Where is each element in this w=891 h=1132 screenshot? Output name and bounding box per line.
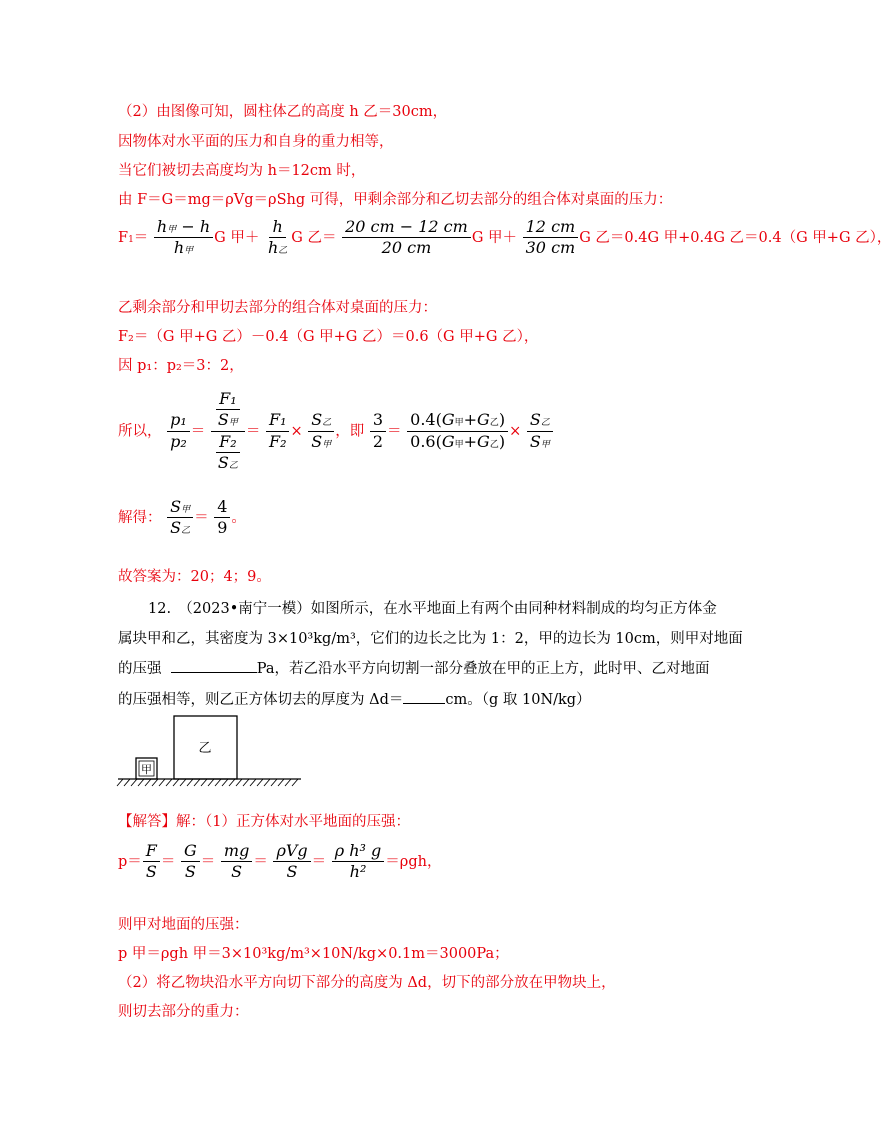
blank-thickness bbox=[403, 691, 445, 704]
answer-line-3: 则甲对地面的压强： bbox=[118, 917, 249, 933]
hatch-mark bbox=[250, 779, 256, 786]
solution-line-8: 因 p₁：p₂＝3：2， bbox=[118, 358, 244, 374]
blank-pressure bbox=[171, 660, 257, 673]
hatch-mark bbox=[285, 779, 291, 786]
solution-line-4: 由 F＝G＝mg＝ρVg＝ρShg 可得，甲剩余部分和乙切去部分的组合体对桌面的压力： bbox=[118, 192, 673, 208]
answer-line-6: 则切去部分的重力： bbox=[118, 1004, 249, 1020]
solution-line-2: 因物体对水平面的压力和自身的重力相等， bbox=[118, 134, 394, 150]
f1-label: F1＝ bbox=[118, 229, 149, 246]
answer-line-5: （2）将乙物块沿水平方向切下部分的高度为 Δd，切下的部分放在甲物块上， bbox=[118, 975, 616, 991]
formula-pressure-ratio: 所以， $\frac{\text{p₁}}{\text{p₂}}$ ＝ $\frac{\frac{\text{F₁}}{\text{S甲}}}{\frac{\text{F₂}}{\text{S乙}}}$ ＝ $\frac{\text{F₁}}{\text{F₂}}$ × $\frac{\text{S乙}}{\text{S甲}}$ ，即 $\frac{3}{2}$ ＝ $\frac{\text{0.4(G甲+G乙)}}{\text{0.6(G甲+G乙)}}$ × $\frac{\text{S乙}}{\text{S甲}}$ bbox=[118, 390, 554, 473]
solution-line-3: 当它们被切去高度均为 h＝12cm 时， bbox=[118, 163, 366, 179]
hatch-mark bbox=[180, 779, 186, 786]
formula-pressure-general: p＝ $\frac{F}{S}$ ＝ $\frac{G}{S}$ ＝ $\frac{mg}{S}$ ＝ $\frac{\text{ρVg}}{S}$ ＝ $\frac{\text{ρ h³ g}}{\text{h²}}$ ＝ρgh， bbox=[118, 841, 442, 882]
question-12-line-2: 属块甲和乙，其密度为 3×10³kg/m³，它们的边长之比为 1：2，甲的边长为 10cm，则甲对地面 bbox=[118, 631, 743, 647]
question-12-line-1: 12. （2023•南宁一模）如图所示，在水平地面上有两个由同种材料制成的均匀正方体金 bbox=[148, 601, 717, 617]
formula-result: 解得： $\frac{\text{S甲}}{\text{S乙}}$ ＝ $\frac{4}{9}$ 。 bbox=[118, 497, 246, 538]
hatch-mark bbox=[271, 779, 277, 786]
hatch-mark bbox=[117, 779, 123, 786]
hatch-mark bbox=[194, 779, 200, 786]
ground-hatching bbox=[117, 779, 298, 786]
hatch-mark bbox=[257, 779, 263, 786]
hatch-mark bbox=[222, 779, 228, 786]
fraction-h-ratio: $\frac{h}{\text{h乙}}$ bbox=[267, 217, 288, 258]
hatch-mark bbox=[236, 779, 242, 786]
question-12-line-4: 的压强相等，则乙正方体切去的厚度为 Δd＝ cm。（g 取 10N/kg） bbox=[118, 692, 591, 708]
hatch-mark bbox=[145, 779, 151, 786]
cube-diagram bbox=[115, 712, 305, 787]
cube-yi-label: 乙 bbox=[198, 741, 212, 756]
solution-line-7: F₂＝（G 甲+G 乙）－0.4（G 甲+G 乙）＝0.6（G 甲+G 乙）， bbox=[118, 329, 539, 345]
fraction-numeric-1: $\frac{20 cm - 12 cm}{20 cm}$ bbox=[342, 218, 471, 258]
hatch-mark bbox=[152, 779, 158, 786]
answer-line: 故答案为：20；4；9。 bbox=[118, 569, 271, 585]
solution-line-6: 乙剩余部分和甲切去部分的组合体对桌面的压力： bbox=[118, 300, 437, 316]
hatch-mark bbox=[124, 779, 130, 786]
hatch-mark bbox=[229, 779, 235, 786]
hatch-mark bbox=[166, 779, 172, 786]
hatch-mark bbox=[187, 779, 193, 786]
hatch-mark bbox=[201, 779, 207, 786]
hatch-mark bbox=[264, 779, 270, 786]
formula-f1: F1＝ $\frac{\text{h甲 − h}}{\text{h甲}}$ G 甲＋ $\frac{h}{\text{h乙}}$ G 乙＝ $\frac{20 cm - 12 cm}{20 cm}$ G 甲＋ $\frac{12 cm}{30 cm}$ G 乙＝0.4G 甲+0.4G 乙＝0.4（G 甲+G 乙）， bbox=[118, 217, 891, 258]
hatch-mark bbox=[243, 779, 249, 786]
fraction-h-diff: $\frac{\text{h甲 − h}}{\text{h甲}}$ bbox=[154, 218, 213, 258]
answer-intro: 【解答】解：（1）正方体对水平地面的压强： bbox=[118, 814, 410, 830]
hatch-mark bbox=[131, 779, 137, 786]
answer-tag: 【解答】 bbox=[118, 814, 176, 830]
hatch-mark bbox=[215, 779, 221, 786]
hatch-mark bbox=[159, 779, 165, 786]
hatch-mark bbox=[208, 779, 214, 786]
hatch-mark bbox=[292, 779, 298, 786]
hatch-mark bbox=[278, 779, 284, 786]
cube-jia-label: 甲 bbox=[141, 763, 152, 776]
hatch-mark bbox=[138, 779, 144, 786]
fraction-numeric-2: $\frac{12 cm}{30 cm}$ bbox=[523, 218, 579, 258]
answer-line-4: p 甲＝ρgh 甲＝3×10³kg/m³×10N/kg×0.1m＝3000Pa； bbox=[118, 946, 509, 962]
hatch-mark bbox=[173, 779, 179, 786]
solution-line-1: （2）由图像可知，圆柱体乙的高度 h 乙＝30cm， bbox=[118, 104, 448, 120]
question-12-line-3: 的压强 Pa，若乙沿水平方向切割一部分叠放在甲的正上方，此时甲、乙对地面 bbox=[118, 661, 710, 677]
